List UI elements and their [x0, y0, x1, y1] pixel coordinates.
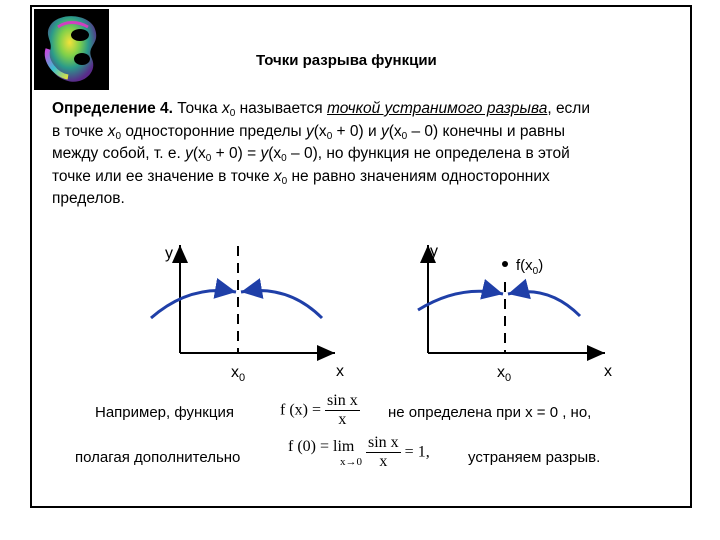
left-curve-right-branch — [241, 290, 322, 318]
definition-line-5: пределов. — [52, 190, 125, 207]
left-x-label: x — [336, 363, 344, 380]
left-y-label: y — [165, 245, 173, 262]
example-prefix: Например, функция — [95, 404, 234, 421]
example-line2-prefix: полагая дополнительно — [75, 449, 241, 466]
example-fraction-sinx-x: $\frac{\text{sin x}}{x}$ — [327, 392, 358, 428]
example-formula-f: f (x) = $\frac{\text{sin x}}{x}$ — [280, 392, 358, 428]
definition-line-2: в точке $x_0$ односторонние пределы $y(x_0 + 0)$ и $y(x_0 - 0)$ конечны и равны — [52, 122, 565, 142]
definition-line-4: точке или ее значение в точке $x_0$ не равно значениям односторонних — [52, 167, 550, 187]
definition-term: точкой устранимого разрыва — [327, 100, 548, 117]
right-f-x0-point — [502, 261, 508, 267]
right-curve-right-branch — [508, 292, 580, 316]
definition-line-3: между собой, т. е. $y(x_0 + 0) = y(x_0 - 0)$, но функция не определена в этой — [52, 145, 570, 164]
right-x0-label: $x_0$ — [497, 364, 512, 384]
left-curve-left-branch — [151, 290, 236, 318]
left-graph — [151, 245, 344, 384]
example-line2-suffix: устраняем разрыв. — [468, 449, 601, 466]
right-f-x0-label: $f(x_0)$ — [516, 257, 544, 277]
right-x-label: x — [604, 363, 612, 380]
slide-title: Точки разрыва функции — [256, 52, 437, 69]
example-suffix: не определена при x = 0 , но, — [388, 404, 592, 421]
example-limit-fraction: $\frac{\text{sin x}}{x}$ — [368, 434, 399, 470]
right-graph — [418, 243, 612, 384]
definition-line-1: Определение 4. Точка $x_0$ называется точкой устранимого разрыва, если — [52, 100, 591, 119]
right-curve-left-branch — [418, 291, 503, 310]
example-formula-limit: f (0) = lim x→0 $\frac{\text{sin x}}{x}$ = 1, — [288, 434, 430, 470]
right-y-label: y — [430, 243, 438, 260]
left-x0-label: $x_0$ — [231, 364, 246, 384]
definition-label: Определение 4. — [52, 100, 173, 117]
